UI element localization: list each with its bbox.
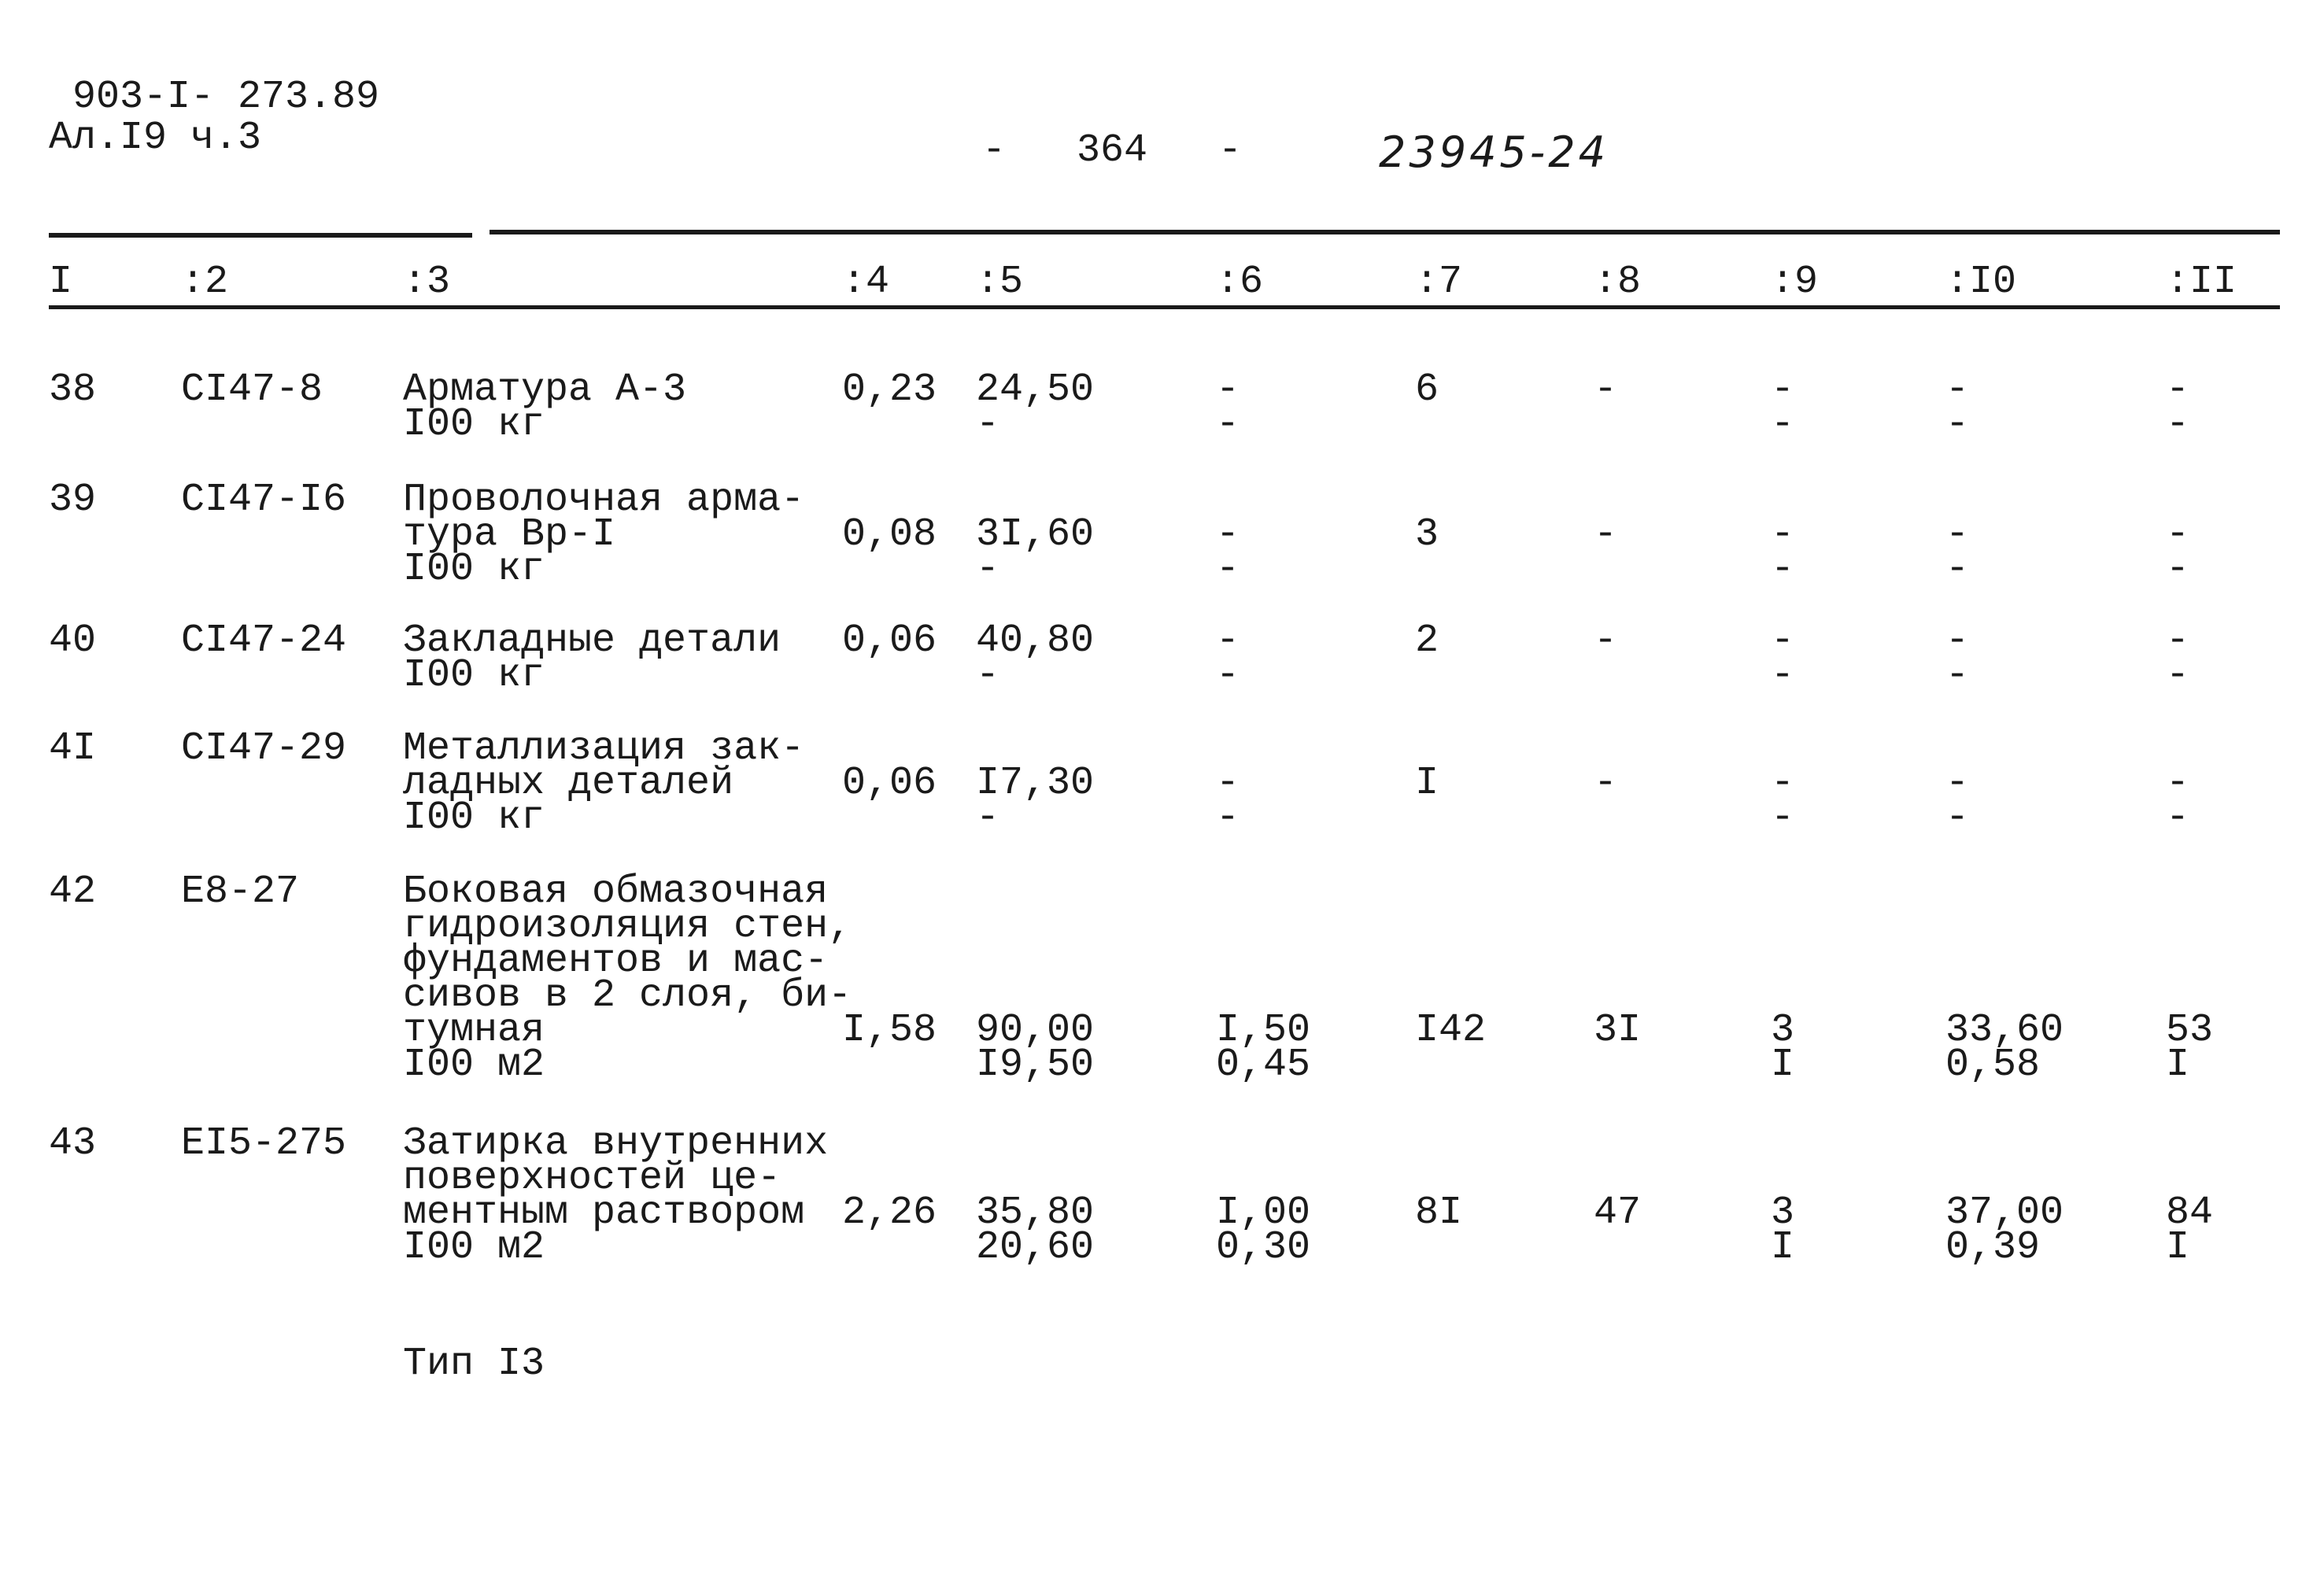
col11-value-line: - xyxy=(2166,796,2190,840)
unit-cost xyxy=(976,367,1095,447)
col7-value xyxy=(1415,1191,1463,1235)
sheet-reference: Ал.I9 ч.3 xyxy=(49,116,262,161)
work-description-line: Проволочная арма- xyxy=(403,478,805,522)
col8-value xyxy=(1594,367,1618,412)
col11-value xyxy=(2166,761,2190,840)
col8-value xyxy=(1594,1191,1642,1235)
col9-value-line: 3 xyxy=(1771,1191,1795,1235)
col6-value xyxy=(1216,367,1240,447)
col8-value-line: - xyxy=(1594,512,1618,557)
col11-value xyxy=(2166,618,2190,698)
col8-value-line: - xyxy=(1594,761,1618,806)
work-description-line: Боковая обмазочная xyxy=(403,869,829,914)
work-description-line: I00 кг xyxy=(403,547,545,592)
col11-value-line: 84 xyxy=(2166,1191,2214,1235)
col10-value xyxy=(1945,618,1970,698)
col9-value xyxy=(1771,1008,1795,1087)
col9-value xyxy=(1771,618,1795,698)
col6-value xyxy=(1216,1008,1311,1087)
quantity-line: I,58 xyxy=(842,1008,937,1053)
col10-value-line: 33,60 xyxy=(1945,1008,2064,1053)
col6-value-line: - xyxy=(1216,618,1240,663)
quantity xyxy=(842,512,937,557)
col10-value xyxy=(1945,1191,2064,1270)
col7-value xyxy=(1415,1008,1487,1053)
col9-value-line: - xyxy=(1771,796,1795,840)
unit-cost-line: - xyxy=(976,402,1000,447)
col6-value-line: - xyxy=(1216,796,1240,840)
col8-value-line: 47 xyxy=(1594,1191,1642,1235)
col8-value xyxy=(1594,1008,1642,1053)
norm-code: CI47-29 xyxy=(181,726,347,771)
work-description-line: поверхностей це- xyxy=(403,1156,781,1201)
col8-value-line: 3I xyxy=(1594,1008,1642,1053)
col7-value xyxy=(1415,367,1439,412)
col9-value xyxy=(1771,761,1795,840)
col11-value-line: - xyxy=(2166,653,2190,698)
col7-value-line: 8I xyxy=(1415,1191,1463,1235)
col11-value-line: - xyxy=(2166,547,2190,592)
quantity xyxy=(842,1008,937,1053)
quantity-line: 0,06 xyxy=(842,761,937,806)
work-description-line: I00 кг xyxy=(403,796,545,840)
unit-cost xyxy=(976,1191,1095,1270)
col10-value xyxy=(1945,367,1970,447)
col6-value xyxy=(1216,512,1240,592)
header-underline xyxy=(49,305,2280,309)
col9-value-line: - xyxy=(1771,512,1795,557)
unit-cost xyxy=(976,512,1095,592)
col9-value-line: - xyxy=(1771,653,1795,698)
col6-value xyxy=(1216,618,1240,698)
column-header-4: :4 xyxy=(842,260,890,305)
row-number: 40 xyxy=(49,618,97,663)
col10-value xyxy=(1945,1008,2064,1087)
work-description-line: I00 м2 xyxy=(403,1225,545,1270)
col9-value-line: I xyxy=(1771,1043,1795,1087)
work-description xyxy=(403,618,781,698)
top-rule-left xyxy=(49,233,472,238)
unit-cost-line: - xyxy=(976,796,1000,840)
col11-value-line: - xyxy=(2166,367,2190,412)
column-header-7: :7 xyxy=(1415,260,1463,305)
col7-value xyxy=(1415,618,1439,663)
col7-value xyxy=(1415,761,1439,806)
quantity-line: 2,26 xyxy=(842,1191,937,1235)
col9-value xyxy=(1771,367,1795,447)
col6-value-line: - xyxy=(1216,402,1240,447)
quantity-line: 0,06 xyxy=(842,618,937,663)
work-description xyxy=(403,869,852,1087)
quantity xyxy=(842,1191,937,1235)
unit-cost-line: 24,50 xyxy=(976,367,1095,412)
col9-value-line: 3 xyxy=(1771,1008,1795,1053)
work-description-line: I00 кг xyxy=(403,402,545,447)
col11-value-line: - xyxy=(2166,512,2190,557)
work-description xyxy=(403,367,687,447)
col10-value-line: - xyxy=(1945,367,1970,412)
unit-cost-line: 20,60 xyxy=(976,1225,1095,1270)
unit-cost-line: I7,30 xyxy=(976,761,1095,806)
work-description xyxy=(403,478,805,592)
col11-value xyxy=(2166,1191,2214,1270)
col10-value-line: - xyxy=(1945,761,1970,806)
work-description-line: Затирка внутренних xyxy=(403,1121,829,1166)
col6-value-line: I,00 xyxy=(1216,1191,1311,1235)
col9-value-line: - xyxy=(1771,618,1795,663)
col7-value-line: I xyxy=(1415,761,1439,806)
document-code: 903-I- 273.89 xyxy=(72,75,380,120)
unit-cost xyxy=(976,1008,1095,1087)
col6-value-line: - xyxy=(1216,512,1240,557)
unit-cost xyxy=(976,761,1095,840)
col6-value-line: 0,45 xyxy=(1216,1043,1311,1087)
norm-code: CI47-I6 xyxy=(181,478,347,522)
col8-value xyxy=(1594,618,1618,663)
work-description-line: I00 м2 xyxy=(403,1043,545,1087)
work-description-line: тумная xyxy=(403,1008,545,1053)
col10-value-line: 0,39 xyxy=(1945,1225,2041,1270)
col9-value-line: - xyxy=(1771,761,1795,806)
row-number: 43 xyxy=(49,1121,97,1166)
unit-cost-line: I9,50 xyxy=(976,1043,1095,1087)
column-header-11: :II xyxy=(2166,260,2237,305)
col9-value xyxy=(1771,1191,1795,1270)
work-description-line: фундаментов и мас- xyxy=(403,939,829,984)
footer-note: Тип I3 xyxy=(403,1342,545,1386)
col11-value-line: I xyxy=(2166,1225,2190,1270)
unit-cost-line: 40,80 xyxy=(976,618,1095,663)
col6-value-line: - xyxy=(1216,547,1240,592)
col10-value-line: 37,00 xyxy=(1945,1191,2064,1235)
col11-value-line: - xyxy=(2166,761,2190,806)
work-description-line: ладных деталей xyxy=(403,761,734,806)
col11-value-line: - xyxy=(2166,402,2190,447)
quantity xyxy=(842,367,937,412)
work-description xyxy=(403,726,805,840)
col6-value-line: - xyxy=(1216,367,1240,412)
column-header-1: I xyxy=(49,260,73,305)
col6-value-line: 0,30 xyxy=(1216,1225,1311,1270)
column-header-6: :6 xyxy=(1216,260,1264,305)
column-header-8: :8 xyxy=(1594,260,1642,305)
col9-value-line: - xyxy=(1771,402,1795,447)
col8-value-line: - xyxy=(1594,367,1618,412)
norm-code: EI5-275 xyxy=(181,1121,347,1166)
work-description-line: тура Вр-I xyxy=(403,512,616,557)
unit-cost xyxy=(976,618,1095,698)
col11-value xyxy=(2166,512,2190,592)
col7-value-line: I42 xyxy=(1415,1008,1487,1053)
col6-value-line: I,50 xyxy=(1216,1008,1311,1053)
handwritten-number: 23945-24 xyxy=(1379,127,1609,177)
quantity xyxy=(842,618,937,663)
quantity-line: 0,23 xyxy=(842,367,937,412)
top-rule-right xyxy=(490,230,2280,234)
col7-value-line: 2 xyxy=(1415,618,1439,663)
page-dash-left: - xyxy=(982,128,1007,173)
work-description-line: сивов в 2 слоя, би- xyxy=(403,973,852,1018)
col11-value xyxy=(2166,367,2190,447)
quantity-line: 0,08 xyxy=(842,512,937,557)
work-description xyxy=(403,1121,829,1270)
col9-value-line: - xyxy=(1771,367,1795,412)
column-header-10: :I0 xyxy=(1945,260,2017,305)
col10-value xyxy=(1945,512,1970,592)
col10-value xyxy=(1945,761,1970,840)
work-description-line: гидроизоляция стен, xyxy=(403,904,852,949)
col6-value xyxy=(1216,1191,1311,1270)
col11-value-line: I xyxy=(2166,1043,2190,1087)
col8-value xyxy=(1594,761,1618,806)
unit-cost-line: - xyxy=(976,653,1000,698)
work-description-line: ментным раствором xyxy=(403,1191,805,1235)
work-description-line: I00 кг xyxy=(403,653,545,698)
quantity xyxy=(842,761,937,806)
col11-value-line: 53 xyxy=(2166,1008,2214,1053)
unit-cost-line: 35,80 xyxy=(976,1191,1095,1235)
col6-value-line: - xyxy=(1216,653,1240,698)
norm-code: E8-27 xyxy=(181,869,300,914)
col11-value xyxy=(2166,1008,2214,1087)
unit-cost-line: 90,00 xyxy=(976,1008,1095,1053)
col10-value-line: - xyxy=(1945,547,1970,592)
col7-value-line: 6 xyxy=(1415,367,1439,412)
work-description-line: Арматура А-3 xyxy=(403,367,687,412)
column-header-5: :5 xyxy=(976,260,1024,305)
col6-value-line: - xyxy=(1216,761,1240,806)
col8-value xyxy=(1594,512,1618,557)
norm-code: CI47-8 xyxy=(181,367,323,412)
norm-code: CI47-24 xyxy=(181,618,347,663)
work-description-line: Закладные детали xyxy=(403,618,781,663)
col9-value-line: I xyxy=(1771,1225,1795,1270)
col6-value xyxy=(1216,761,1240,840)
work-description-line: Металлизация зак- xyxy=(403,726,805,771)
column-header-3: :3 xyxy=(403,260,451,305)
col11-value-line: - xyxy=(2166,618,2190,663)
col7-value xyxy=(1415,512,1439,557)
col8-value-line: - xyxy=(1594,618,1618,663)
page-dash-right: - xyxy=(1218,128,1243,173)
row-number: 39 xyxy=(49,478,97,522)
col9-value xyxy=(1771,512,1795,592)
unit-cost-line: 3I,60 xyxy=(976,512,1095,557)
unit-cost-line: - xyxy=(976,547,1000,592)
row-number: 4I xyxy=(49,726,97,771)
row-number: 42 xyxy=(49,869,97,914)
col10-value-line: - xyxy=(1945,653,1970,698)
col7-value-line: 3 xyxy=(1415,512,1439,557)
page-number: 364 xyxy=(1077,128,1148,173)
row-number: 38 xyxy=(49,367,97,412)
column-header-2: :2 xyxy=(181,260,229,305)
column-header-9: :9 xyxy=(1771,260,1819,305)
col10-value-line: - xyxy=(1945,512,1970,557)
col10-value-line: - xyxy=(1945,618,1970,663)
col10-value-line: - xyxy=(1945,402,1970,447)
col10-value-line: 0,58 xyxy=(1945,1043,2041,1087)
col10-value-line: - xyxy=(1945,796,1970,840)
col9-value-line: - xyxy=(1771,547,1795,592)
